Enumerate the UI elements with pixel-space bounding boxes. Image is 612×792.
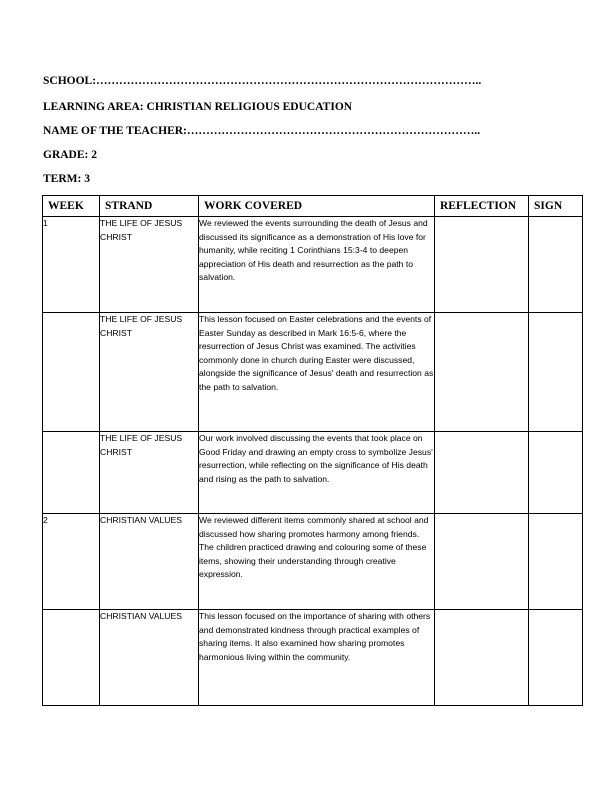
column-header-week: WEEK — [43, 196, 100, 217]
column-header-work-covered: WORK COVERED — [199, 196, 435, 217]
reflection-cell[interactable] — [435, 610, 529, 706]
table-header-row — [43, 196, 583, 217]
strand-cell: CHRISTIAN VALUES — [100, 514, 199, 610]
term-label: TERM: 3 — [43, 173, 90, 185]
week-cell — [43, 313, 100, 432]
week-cell — [43, 432, 100, 514]
work-covered-cell: This lesson focused on the importance of sharing with others and demonstrated kindness through practical examples of sharing items. It also examined how sharing promotes harmonious living within the community. — [199, 610, 435, 706]
strand-cell: CHRISTIAN VALUES — [100, 610, 199, 706]
reflection-cell[interactable] — [435, 432, 529, 514]
strand-cell: THE LIFE OF JESUS CHRIST — [100, 313, 199, 432]
work-covered-cell: Our work involved discussing the events that took place on Good Friday and drawing an empty cross to symbolize Jesus' resurrection, while reflecting on the significance of His death and rising as the path to salvation. — [199, 432, 435, 514]
work-covered-cell: We reviewed the events surrounding the death of Jesus and discussed its significance as a demonstration of His love for humanity, while reciting 1 Corinthians 15:3-4 to deepen appreciation of His death and resurrection as the path to salvation. — [199, 217, 435, 313]
sign-cell[interactable] — [529, 610, 583, 706]
sign-cell[interactable] — [529, 432, 583, 514]
table-row — [43, 217, 583, 313]
school-field: SCHOOL:……………………………………………………………………………………….. — [43, 75, 482, 87]
column-header-strand: STRAND — [100, 196, 199, 217]
column-header-reflection: REFLECTION — [435, 196, 529, 217]
grade-label: GRADE: 2 — [43, 149, 97, 161]
strand-cell: THE LIFE OF JESUS CHRIST — [100, 217, 199, 313]
teacher-name-field: NAME OF THE TEACHER:………………………………………………………………….. — [43, 125, 481, 137]
sign-cell[interactable] — [529, 217, 583, 313]
table-row — [43, 432, 583, 514]
week-cell: 1 — [43, 217, 100, 313]
work-covered-cell: We reviewed different items commonly shared at school and discussed how sharing promotes harmony among friends. The children practiced drawing and colouring some of these items, showing their understanding through creative expression. — [199, 514, 435, 610]
column-header-sign: SIGN — [529, 196, 583, 217]
table-row — [43, 610, 583, 706]
work-record-table — [42, 195, 583, 706]
sign-cell[interactable] — [529, 313, 583, 432]
sign-cell[interactable] — [529, 514, 583, 610]
week-cell — [43, 610, 100, 706]
reflection-cell[interactable] — [435, 514, 529, 610]
reflection-cell[interactable] — [435, 313, 529, 432]
table-row — [43, 313, 583, 432]
work-covered-cell: This lesson focused on Easter celebrations and the events of Easter Sunday as described in Mark 16:5-6, where the resurrection of Jesus Christ was examined. The activities commonly done in church during Easter were discussed, alongside the significance of Jesus' death and resurrection as the path to salvation. — [199, 313, 435, 432]
reflection-cell[interactable] — [435, 217, 529, 313]
learning-area-heading: LEARNING AREA: CHRISTIAN RELIGIOUS EDUCATION — [43, 101, 353, 113]
strand-cell: THE LIFE OF JESUS CHRIST — [100, 432, 199, 514]
week-cell: 2 — [43, 514, 100, 610]
table-row — [43, 514, 583, 610]
